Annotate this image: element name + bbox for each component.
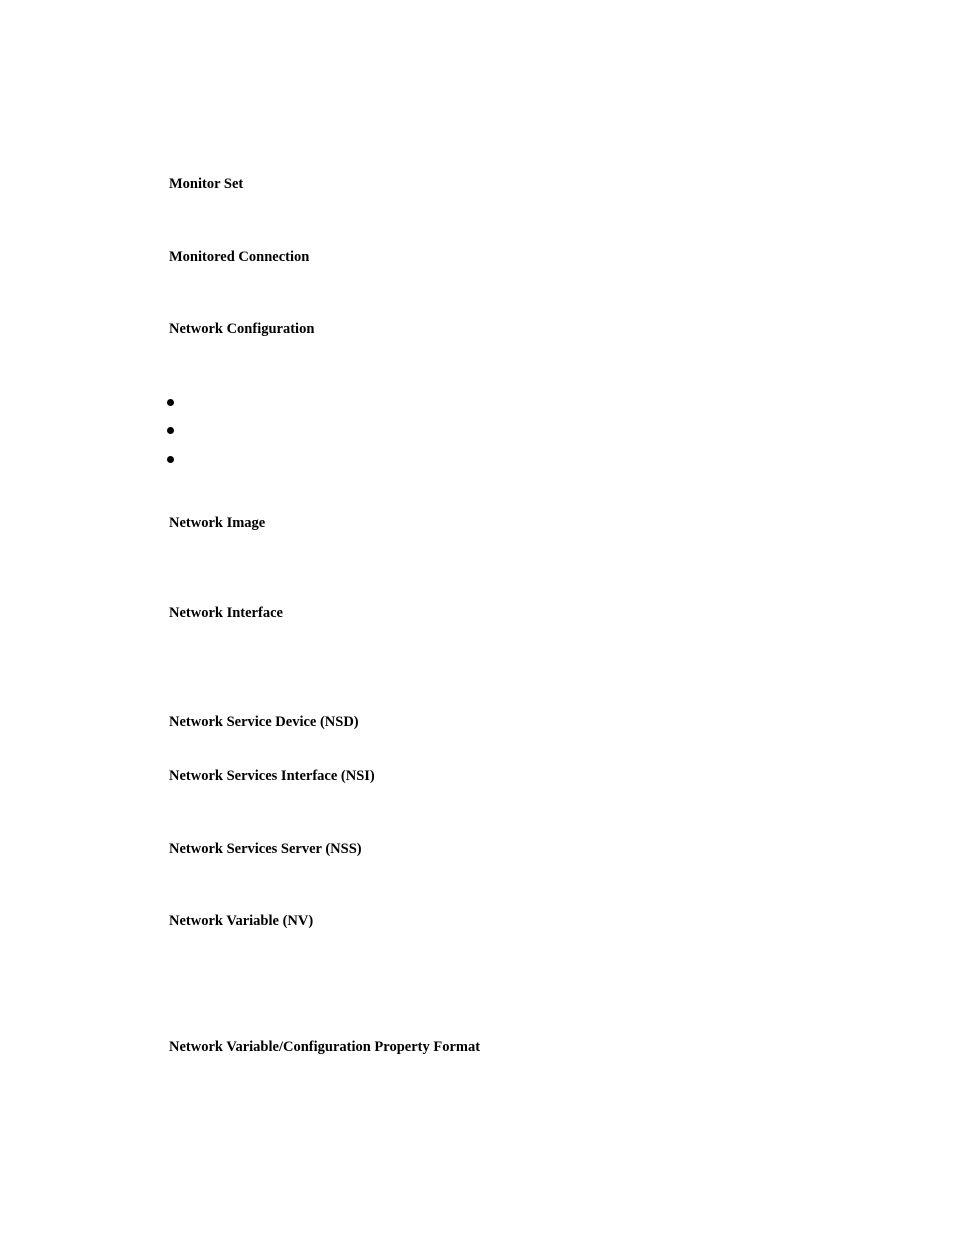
glossary-term-network-configuration: Network Configuration bbox=[169, 321, 315, 337]
glossary-term-network-services-server: Network Services Server (NSS) bbox=[169, 841, 362, 857]
glossary-term-network-service-device: Network Service Device (NSD) bbox=[169, 714, 359, 730]
glossary-term-network-variable: Network Variable (NV) bbox=[169, 913, 314, 929]
glossary-term-monitored-connection: Monitored Connection bbox=[169, 249, 310, 265]
bullet-icon bbox=[167, 399, 174, 406]
bullet-icon bbox=[167, 456, 174, 463]
glossary-term-network-services-interface: Network Services Interface (NSI) bbox=[169, 768, 375, 784]
bullet-icon bbox=[167, 427, 174, 434]
glossary-term-monitor-set: Monitor Set bbox=[169, 176, 244, 192]
glossary-term-nv-cp-format: Network Variable/Configuration Property Format bbox=[169, 1039, 481, 1055]
glossary-term-network-interface: Network Interface bbox=[169, 605, 283, 621]
glossary-term-network-image: Network Image bbox=[169, 515, 266, 531]
